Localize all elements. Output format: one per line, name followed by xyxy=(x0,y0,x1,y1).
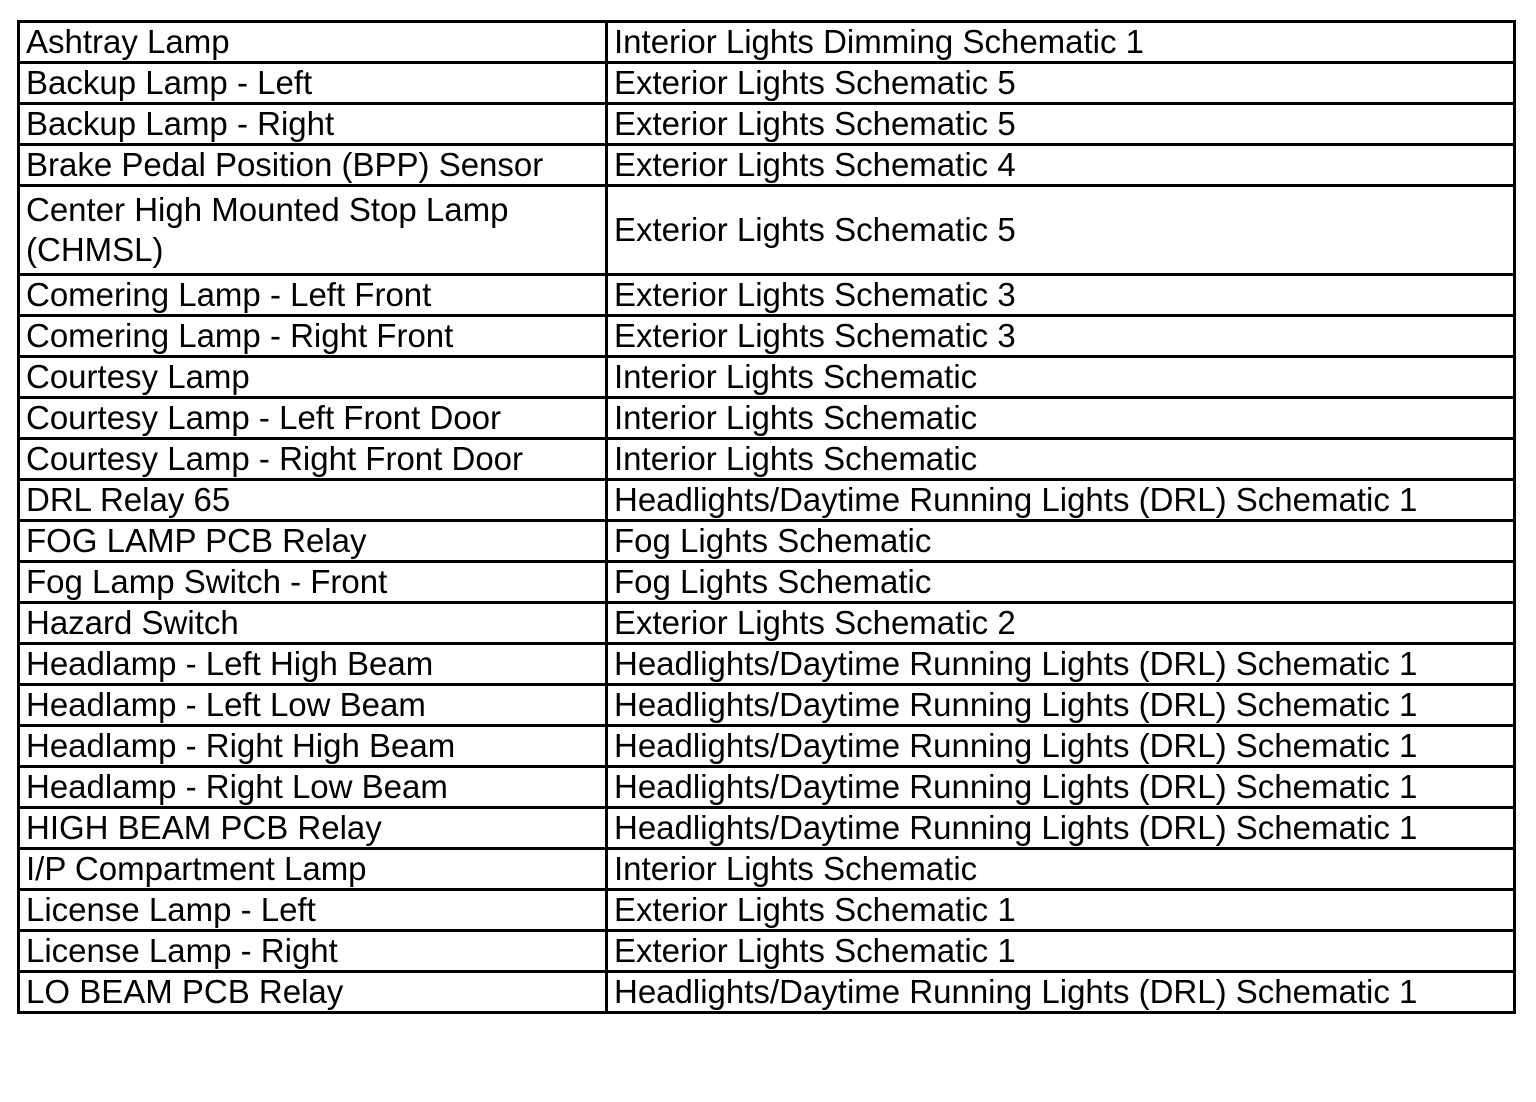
schematic-cell: Headlights/Daytime Running Lights (DRL) Schematic 1 xyxy=(607,480,1515,521)
component-cell: Hazard Switch xyxy=(19,603,607,644)
component-cell: DRL Relay 65 xyxy=(19,480,607,521)
schematic-cell: Interior Lights Dimming Schematic 1 xyxy=(607,22,1515,63)
table-row xyxy=(19,480,1515,521)
component-cell: I/P Compartment Lamp xyxy=(19,849,607,890)
schematic-cell: Interior Lights Schematic xyxy=(607,398,1515,439)
schematic-cell: Headlights/Daytime Running Lights (DRL) Schematic 1 xyxy=(607,685,1515,726)
schematic-cell: Fog Lights Schematic xyxy=(607,562,1515,603)
component-schematic-table xyxy=(17,20,1516,1014)
component-cell: Courtesy Lamp - Right Front Door xyxy=(19,439,607,480)
component-cell: HIGH BEAM PCB Relay xyxy=(19,808,607,849)
component-cell: Fog Lamp Switch - Front xyxy=(19,562,607,603)
schematic-cell: Headlights/Daytime Running Lights (DRL) Schematic 1 xyxy=(607,726,1515,767)
schematic-cell: Exterior Lights Schematic 2 xyxy=(607,603,1515,644)
schematic-cell: Fog Lights Schematic xyxy=(607,521,1515,562)
table-row xyxy=(19,63,1515,104)
schematic-cell: Exterior Lights Schematic 3 xyxy=(607,275,1515,316)
schematic-cell: Exterior Lights Schematic 5 xyxy=(607,104,1515,145)
component-cell: Courtesy Lamp - Left Front Door xyxy=(19,398,607,439)
component-cell: LO BEAM PCB Relay xyxy=(19,972,607,1013)
table-row xyxy=(19,603,1515,644)
table-row xyxy=(19,439,1515,480)
component-cell: FOG LAMP PCB Relay xyxy=(19,521,607,562)
table-row xyxy=(19,644,1515,685)
component-cell: Backup Lamp - Right xyxy=(19,104,607,145)
schematic-cell: Exterior Lights Schematic 4 xyxy=(607,145,1515,186)
table-row xyxy=(19,767,1515,808)
table-row xyxy=(19,521,1515,562)
schematic-cell: Exterior Lights Schematic 1 xyxy=(607,890,1515,931)
table-row xyxy=(19,931,1515,972)
table-row xyxy=(19,104,1515,145)
schematic-cell: Exterior Lights Schematic 5 xyxy=(607,63,1515,104)
component-cell: Headlamp - Right Low Beam xyxy=(19,767,607,808)
component-cell: Comering Lamp - Right Front xyxy=(19,316,607,357)
table-row xyxy=(19,186,1515,275)
table-row xyxy=(19,145,1515,186)
schematic-cell: Headlights/Daytime Running Lights (DRL) Schematic 1 xyxy=(607,644,1515,685)
schematic-cell: Exterior Lights Schematic 3 xyxy=(607,316,1515,357)
table-row xyxy=(19,890,1515,931)
component-cell: Comering Lamp - Left Front xyxy=(19,275,607,316)
table-row xyxy=(19,685,1515,726)
schematic-cell: Headlights/Daytime Running Lights (DRL) Schematic 1 xyxy=(607,767,1515,808)
component-cell: Headlamp - Left Low Beam xyxy=(19,685,607,726)
component-cell: Ashtray Lamp xyxy=(19,22,607,63)
schematic-cell: Interior Lights Schematic xyxy=(607,849,1515,890)
component-cell: Brake Pedal Position (BPP) Sensor xyxy=(19,145,607,186)
schematic-cell: Exterior Lights Schematic 5 xyxy=(607,186,1515,275)
schematic-cell: Interior Lights Schematic xyxy=(607,439,1515,480)
component-schematic-table-container xyxy=(17,20,1513,1014)
table-row xyxy=(19,726,1515,767)
table-row xyxy=(19,808,1515,849)
schematic-cell: Interior Lights Schematic xyxy=(607,357,1515,398)
component-cell: Headlamp - Right High Beam xyxy=(19,726,607,767)
table-row xyxy=(19,275,1515,316)
component-cell: Backup Lamp - Left xyxy=(19,63,607,104)
component-cell: Headlamp - Left High Beam xyxy=(19,644,607,685)
table-row xyxy=(19,22,1515,63)
table-row xyxy=(19,398,1515,439)
component-cell: Center High Mounted Stop Lamp (CHMSL) xyxy=(19,186,607,275)
table-row xyxy=(19,849,1515,890)
schematic-cell: Exterior Lights Schematic 1 xyxy=(607,931,1515,972)
table-row xyxy=(19,357,1515,398)
component-cell: License Lamp - Left xyxy=(19,890,607,931)
schematic-cell: Headlights/Daytime Running Lights (DRL) Schematic 1 xyxy=(607,972,1515,1013)
table-row xyxy=(19,316,1515,357)
component-cell: Courtesy Lamp xyxy=(19,357,607,398)
table-row xyxy=(19,562,1515,603)
schematic-cell: Headlights/Daytime Running Lights (DRL) Schematic 1 xyxy=(607,808,1515,849)
table-row xyxy=(19,972,1515,1013)
component-cell: License Lamp - Right xyxy=(19,931,607,972)
